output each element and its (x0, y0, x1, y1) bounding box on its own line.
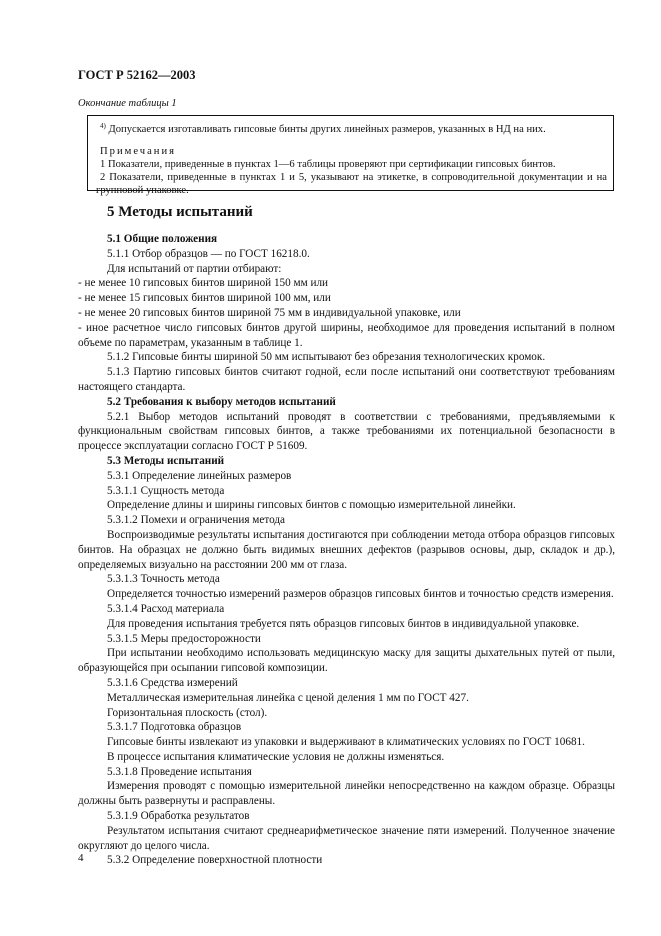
paragraph: Для испытаний от партии отбирают: (107, 262, 282, 275)
paragraph: Определение длины и ширины гипсовых бинтов с помощью измерительной линейки. (107, 499, 516, 512)
footnote-text: Допускается изготавливать гипсовые бинты других линейных размеров, указанных в НД на них. (108, 124, 546, 135)
paragraph: 5.3.1.1 Сущность метода (107, 484, 225, 497)
page-number: 4 (78, 852, 84, 864)
standard-header: ГОСТ Р 52162—2003 (78, 68, 196, 82)
paragraph: Результатом испытания считают среднеарифметическое значение пяти измерений. Полученное значение округляют до целого числа. (78, 824, 615, 852)
paragraph: Определяется точностью измерений размеров образцов гипсовых бинтов и точностью средств измерения. (107, 588, 614, 601)
paragraph: 5.3.1.8 Проведение испытания (107, 765, 252, 778)
subsection-heading: 5.2 Требования к выбору методов испытаний (107, 395, 336, 408)
paragraph: 5.3.1.7 Подготовка образцов (107, 721, 242, 734)
paragraph: 5.1.2 Гипсовые бинты шириной 50 мм испытывают без обрезания технологических кромок. (107, 351, 546, 364)
footnote (96, 120, 607, 136)
paragraph: 5.2.1 Выбор методов испытаний проводят в соответствии с требованиями, предъявляемыми к функциональным свойствам гипсовых бинтов, а также требованиями их потенциальной безопасности в процессе эксплуатации согласно ГОСТ Р 51609. (78, 410, 615, 453)
subsection-heading: 5.1 Общие положения (107, 233, 218, 245)
paragraph: 5.1.1 Отбор образцов — по ГОСТ 16218.0. (107, 247, 310, 260)
paragraph: 5.3.1.9 Обработка результатов (107, 810, 250, 823)
paragraph: Гипсовые бинты извлекают из упаковки и выдерживают в климатических условиях по ГОСТ 10681. (107, 736, 585, 749)
list-item: - не менее 20 гипсовых бинтов шириной 75 мм в индивидуальной упаковке, или (78, 306, 461, 319)
table-caption: Окончание таблицы 1 (78, 98, 177, 109)
paragraph: Для проведения испытания требуется пять образцов гипсовых бинтов в индивидуальной упаковке. (107, 617, 580, 630)
paragraph: Металлическая измерительная линейка с ценой деления 1 мм по ГОСТ 427. (107, 691, 469, 704)
paragraph: Горизонтальная плоскость (стол). (107, 706, 268, 719)
paragraph: Воспроизводимые результаты испытания достигаются при соблюдении метода отбора образцов гипсовых бинтов. На образцах не должно быть видимых внешних дефектов (разрывов основы, дыр, складок и др.), определяемых визуально на расстоянии 200 мм от глаза. (78, 528, 615, 571)
list-item: - не менее 15 гипсовых бинтов шириной 100 мм, или (78, 292, 331, 305)
table-notes-box (87, 115, 614, 196)
paragraph: 5.3.1.6 Средства измерений (107, 676, 238, 689)
paragraph: 5.3.1.3 Точность метода (107, 573, 220, 586)
section-title: 5 Методы испытаний (107, 204, 253, 220)
paragraph: 5.1.3 Партию гипсовых бинтов считают годной, если после испытаний они соответствуют требованиям настоящего стандарта. (78, 366, 615, 393)
paragraph: 5.3.1.5 Меры предосторожности (107, 632, 261, 645)
paragraph: 5.3.1 Определение линейных размеров (107, 469, 292, 482)
paragraph: В процессе испытания климатические условия не должны изменяться. (107, 750, 445, 763)
paragraph: При испытании необходимо использовать медицинскую маску для защиты дыхательных путей от пыли, образующейся при осыпании гипсовой композиции. (78, 647, 615, 675)
footnote-mark: 4) (100, 122, 106, 130)
paragraph: Измерения проводят с помощью измерительной линейки непосредственно на каждом образце. Образцы должны быть развернуты и расправлены. (78, 780, 615, 808)
list-item: - иное расчетное число гипсовых бинтов другой ширины, необходимое для проведения испытаний в полном объеме по параметрам, указанным в таблице 1. (78, 321, 615, 349)
paragraph: 5.3.1.2 Помехи и ограничения метода (107, 514, 286, 527)
paragraph: 5.3.2 Определение поверхностной плотности (107, 854, 323, 867)
note-1: 1 Показатели, приведенные в пунктах 1—6 таблицы проверяют при сертификации гипсовых бинтов. (100, 159, 556, 170)
note-2: 2 Показатели, приведенные в пунктах 1 и 5, указывают на этикетке, в сопроводительной документации и на групповой упаковке. (96, 172, 607, 196)
section-body (78, 232, 615, 868)
subsection-heading: 5.3 Методы испытаний (107, 454, 225, 467)
list-item: - не менее 10 гипсовых бинтов шириной 150 мм или (78, 277, 329, 290)
paragraph: 5.3.1.4 Расход материала (107, 602, 225, 615)
notes-heading: Примечания (100, 146, 176, 157)
